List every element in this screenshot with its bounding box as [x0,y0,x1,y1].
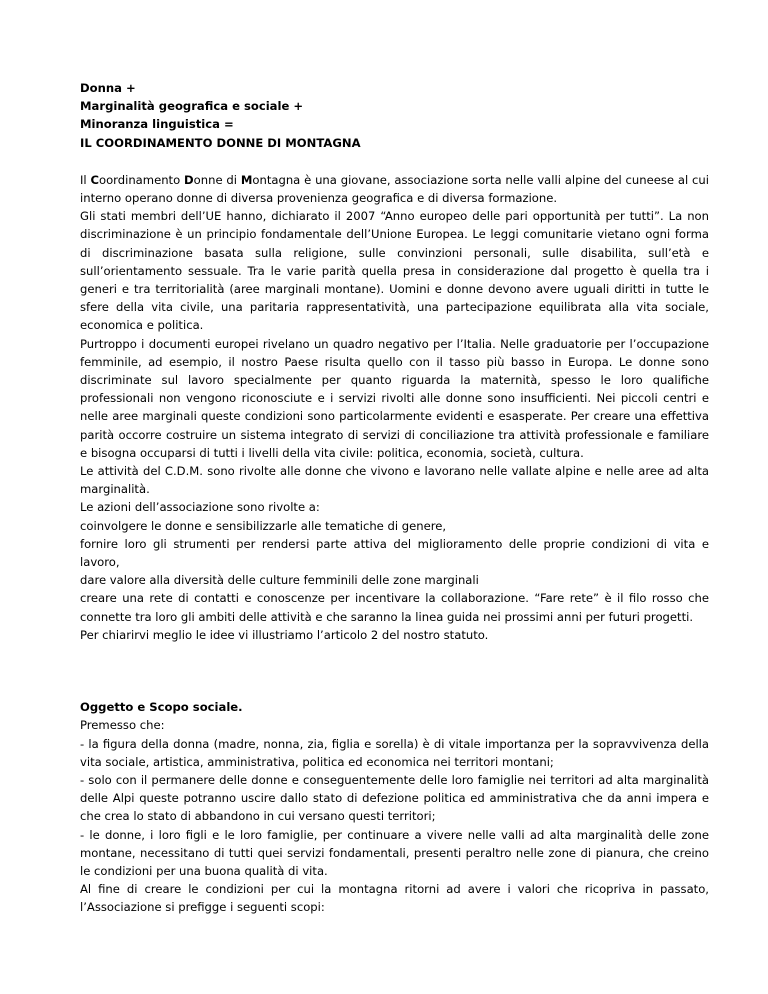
document-heading [80,79,709,152]
action-item-3: dare valore alla diversità delle culture femminili delle zone marginali [80,573,479,588]
section-point-3: - le donne, i loro figli e le loro famiglie, per continuare a vivere nelle valli ad alta marginalità delle zone montane, necessitano di tutti quei servizi fondamentali, presenti peraltro nelle zone di pianura, che creino le condizioni per una buona qualità di vita. [80,827,709,878]
section-conclusion: Al fine di creare le condizioni per cui la montagna ritorni ad avere i valori che ricopriva in passato, l’Associazione si prefigge i seguenti scopi: [80,882,709,915]
heading-line-3: Minoranza linguistica = [80,117,234,132]
paragraph-eu-2007: Gli stati membri dell’UE hanno, dichiarato il 2007 “Anno europeo delle pari opportunità per tutti”. La non discriminazione è un principio fondamentale dell’Unione Europea. Le leggi comunitarie vietano ogni forma di discriminazione basata sulla religione, sulle convinzioni personali, sulle disabilita, sull’età e sull’orientamento sessuale. Tra le varie parità quella presa in considerazione dal progetto è quella tra i generi e tra territorialità (aree marginali montane). Uomini e donne devono avere uguali diritti in tutte le sfere della vita civile, una paritaria rappresentatività, una partecipazione equilibrata alla vita sociale, economica e politica. [80,209,709,333]
paragraph-actions-intro: Le azioni dell’associazione sono rivolte a: [80,500,320,515]
intro-initial-d: D [184,172,194,187]
section-premise: Premesso che: [80,718,165,733]
heading-line-1: Donna + [80,81,136,95]
action-item-2: fornire loro gli strumenti per rendersi parte attiva del miglioramento delle proprie condizioni di vita e lavoro, [80,536,709,570]
heading-title: IL COORDINAMENTO DONNE DI MONTAGNA [80,135,361,150]
section-point-1: - la figura della donna (madre, nonna, zia, figlia e sorella) è di vitale importanza per la sopravvivenza della vita sociale, artistica, amministrativa, politica ed economica nei territori montani; [80,736,709,769]
document-page [80,79,709,917]
action-item-4: creare una rete di contatti e conoscenze per incentivare la collaborazione. “Fare rete” è il filo rosso che connette tra loro gli ambiti delle attività e che saranno la linea guida nei prossimi anni per futuri progetti. [80,591,709,624]
section-point-2: - solo con il permanere delle donne e conseguentemente delle loro famiglie nei territori ad alta marginalità delle Alpi queste potranno uscire dallo stato di defezione politica ed amministrativa che da anni impera e che crea lo stato di abbandono in cui versano questi territori; [80,772,709,824]
intro-paragraph: Il Coordinamento Donne di Montagna è una giovane, associazione sorta nelle valli alpine del cuneese al cui interno operano donne di diversa provenienza geografica e di diversa formazione. [80,172,709,206]
action-item-1: coinvolgere le donne e sensibilizzarle alle tematiche di genere, [80,518,447,533]
paragraph-statute: Per chiarirvi meglio le idee vi illustriamo l’articolo 2 del nostro statuto. [80,627,489,642]
paragraph-italy: Purtroppo i documenti europei rivelano un quadro negativo per l’Italia. Nelle graduatorie per l’occupazione femminile, ad esempio, il nostro Paese risulta quello con il tasso più basso in Europa. Le donne sono discriminate sul lavoro specialmente per quanto riguarda la maternità, spesso le loro qualifiche professionali non vengono riconosciute e i servizi rivolti alle donne sono insufficienti. Nei piccoli centri e nelle aree marginali queste condizioni sono particolarmente evidenti e esasperate. Per creare una effettiva parità occorre costruire un sistema integrato di servizi di conciliazione tra attività professionale e familiare e bisogna occuparsi di tutti i livelli della vita civile: politica, economia, società, cultura. [80,336,709,460]
intro-initial-c: C [90,172,99,187]
intro-prefix: Il [80,172,91,187]
section-title: Oggetto e Scopo sociale. [80,700,243,715]
paragraph-cdm-activities: Le attività del C.D.M. sono rivolte alle donne che vivono e lavorano nelle vallate alpine e nelle aree ad alta marginalità. [80,464,709,497]
heading-line-2: Marginalità geografica e sociale + [80,99,304,114]
intro-initial-m: M [240,172,253,187]
